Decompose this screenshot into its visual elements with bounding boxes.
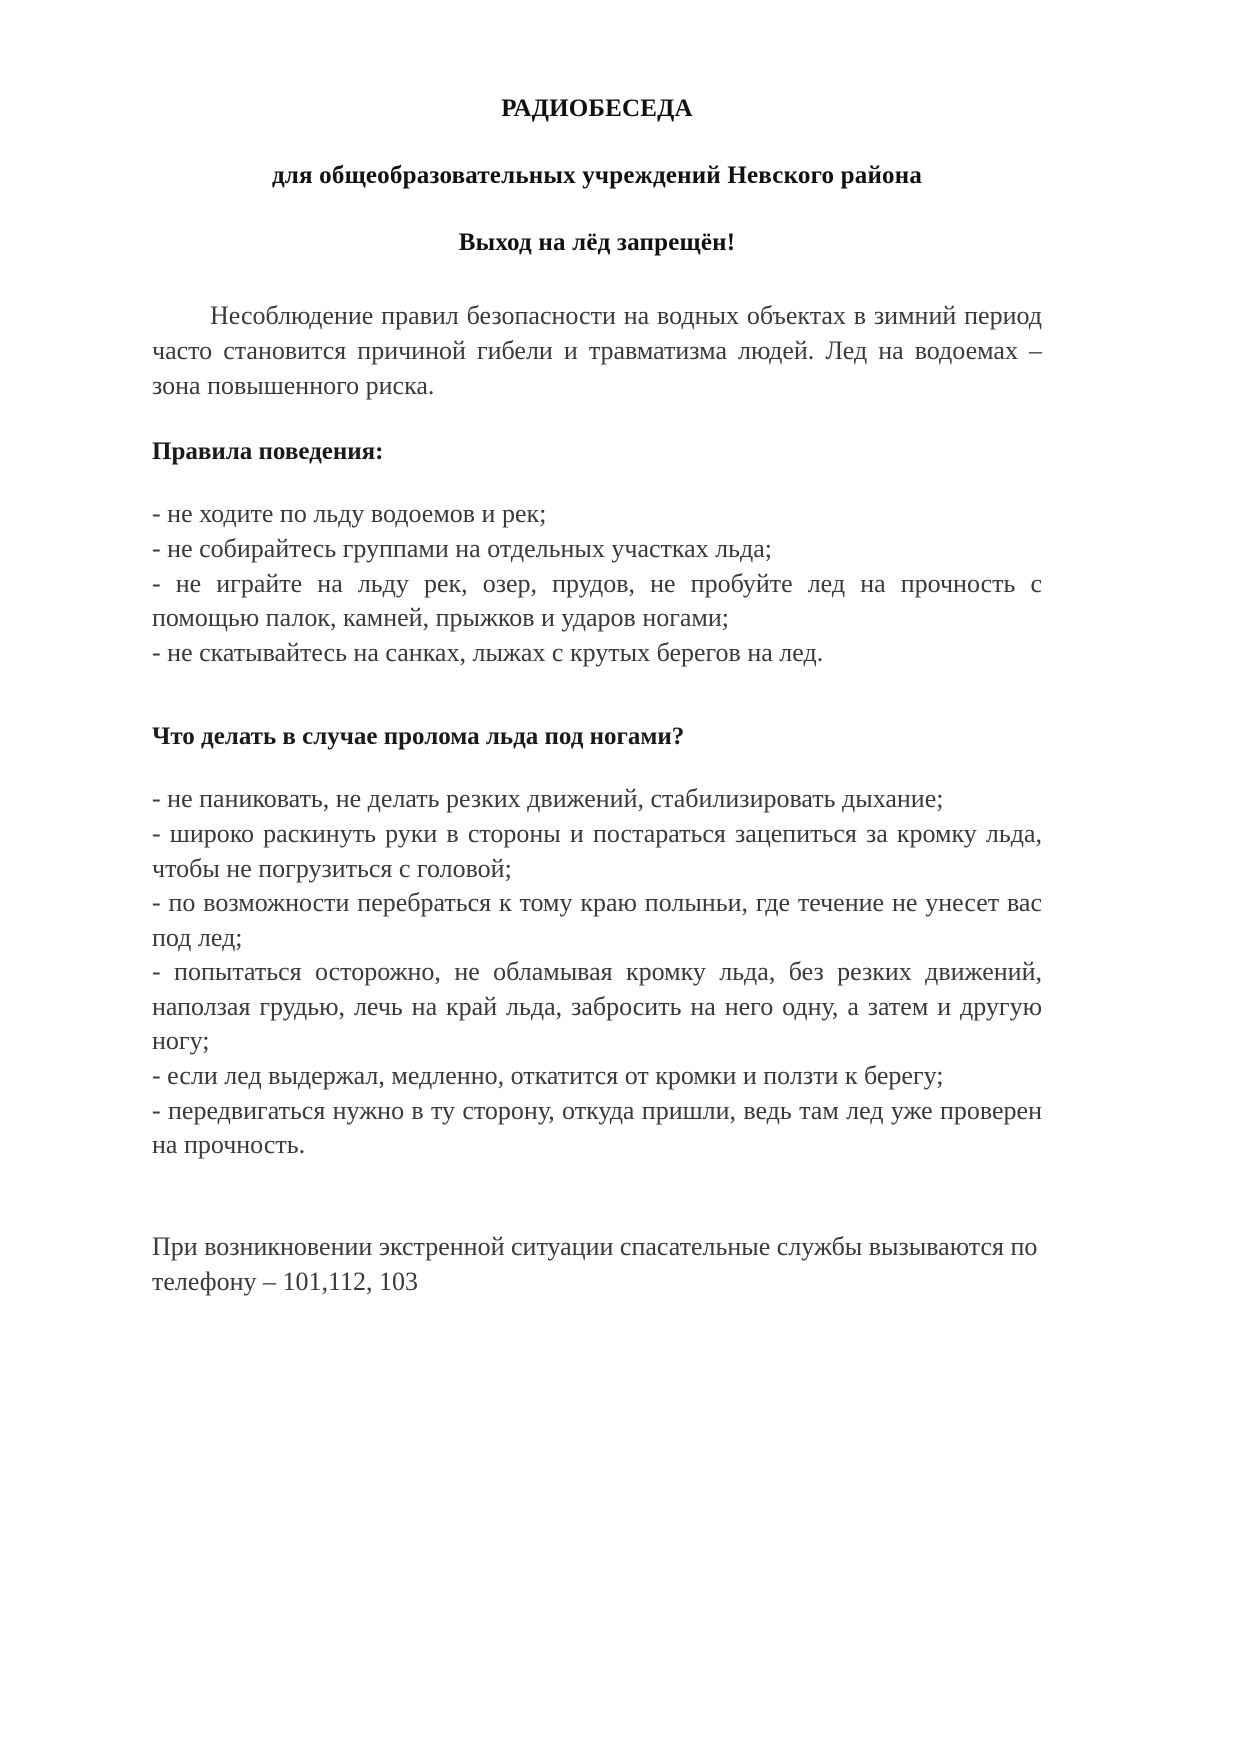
document-body bbox=[152, 96, 1042, 1299]
section-heading-ice-break: Что делать в случае пролома льда под ногами? bbox=[152, 723, 685, 751]
page-title: РАДИОБЕСЕДА bbox=[501, 95, 693, 122]
rules-list bbox=[152, 497, 1042, 670]
document-slogan: Выход на лёд запрещён! bbox=[458, 229, 736, 256]
list-item: - не ходите по льду водоемов и рек; bbox=[152, 499, 547, 529]
list-item: - не скатывайтесь на санках, лыжах с крутых берегов на лед. bbox=[152, 637, 824, 667]
ice-break-list bbox=[152, 782, 1042, 1162]
list-item: - широко раскинуть руки в стороны и постараться зацепиться за кромку льда, чтобы не погрузиться с головой; bbox=[152, 818, 1042, 883]
section-heading-rules: Правила поведения: bbox=[152, 438, 384, 466]
list-item: - не паниковать, не делать резких движений, стабилизировать дыхание; bbox=[152, 784, 944, 814]
closing-paragraph: При возникновении экстренной ситуации спасательные службы вызываются по телефону – 101,112, 103 bbox=[152, 1231, 1038, 1296]
section-spacer bbox=[152, 702, 1042, 722]
list-item: - не собирайтесь группами на отдельных участках льда; bbox=[152, 534, 772, 564]
list-item: - попытаться осторожно, не обламывая кромку льда, без резких движений, наползая грудью, лечь на край льда, забросить на него одну, а затем и другую ногу; bbox=[152, 957, 1042, 1056]
document-subtitle: для общеобразовательных учреждений Невского района bbox=[271, 162, 923, 189]
list-item: - по возможности перебраться к тому краю полыньи, где течение не унесет вас под лед; bbox=[152, 888, 1042, 952]
list-item: - передвигаться нужно в ту сторону, откуда пришли, ведь там лед уже проверен на прочность. bbox=[152, 1095, 1042, 1160]
list-item: - не играйте на льду рек, озер, прудов, не пробуйте лед на прочность с помощью палок, камней, прыжков и ударов ногами; bbox=[152, 568, 1042, 633]
intro-paragraph: Несоблюдение правил безопасности на водных объектах в зимний период часто становится причиной гибели и травматизма людей. Лед на водоемах – зона повышенного риска. bbox=[152, 301, 1042, 400]
closing-spacer bbox=[152, 1195, 1042, 1229]
list-item: - если лед выдержал, медленно, откатится от кромки и ползти к берегу; bbox=[152, 1061, 944, 1090]
